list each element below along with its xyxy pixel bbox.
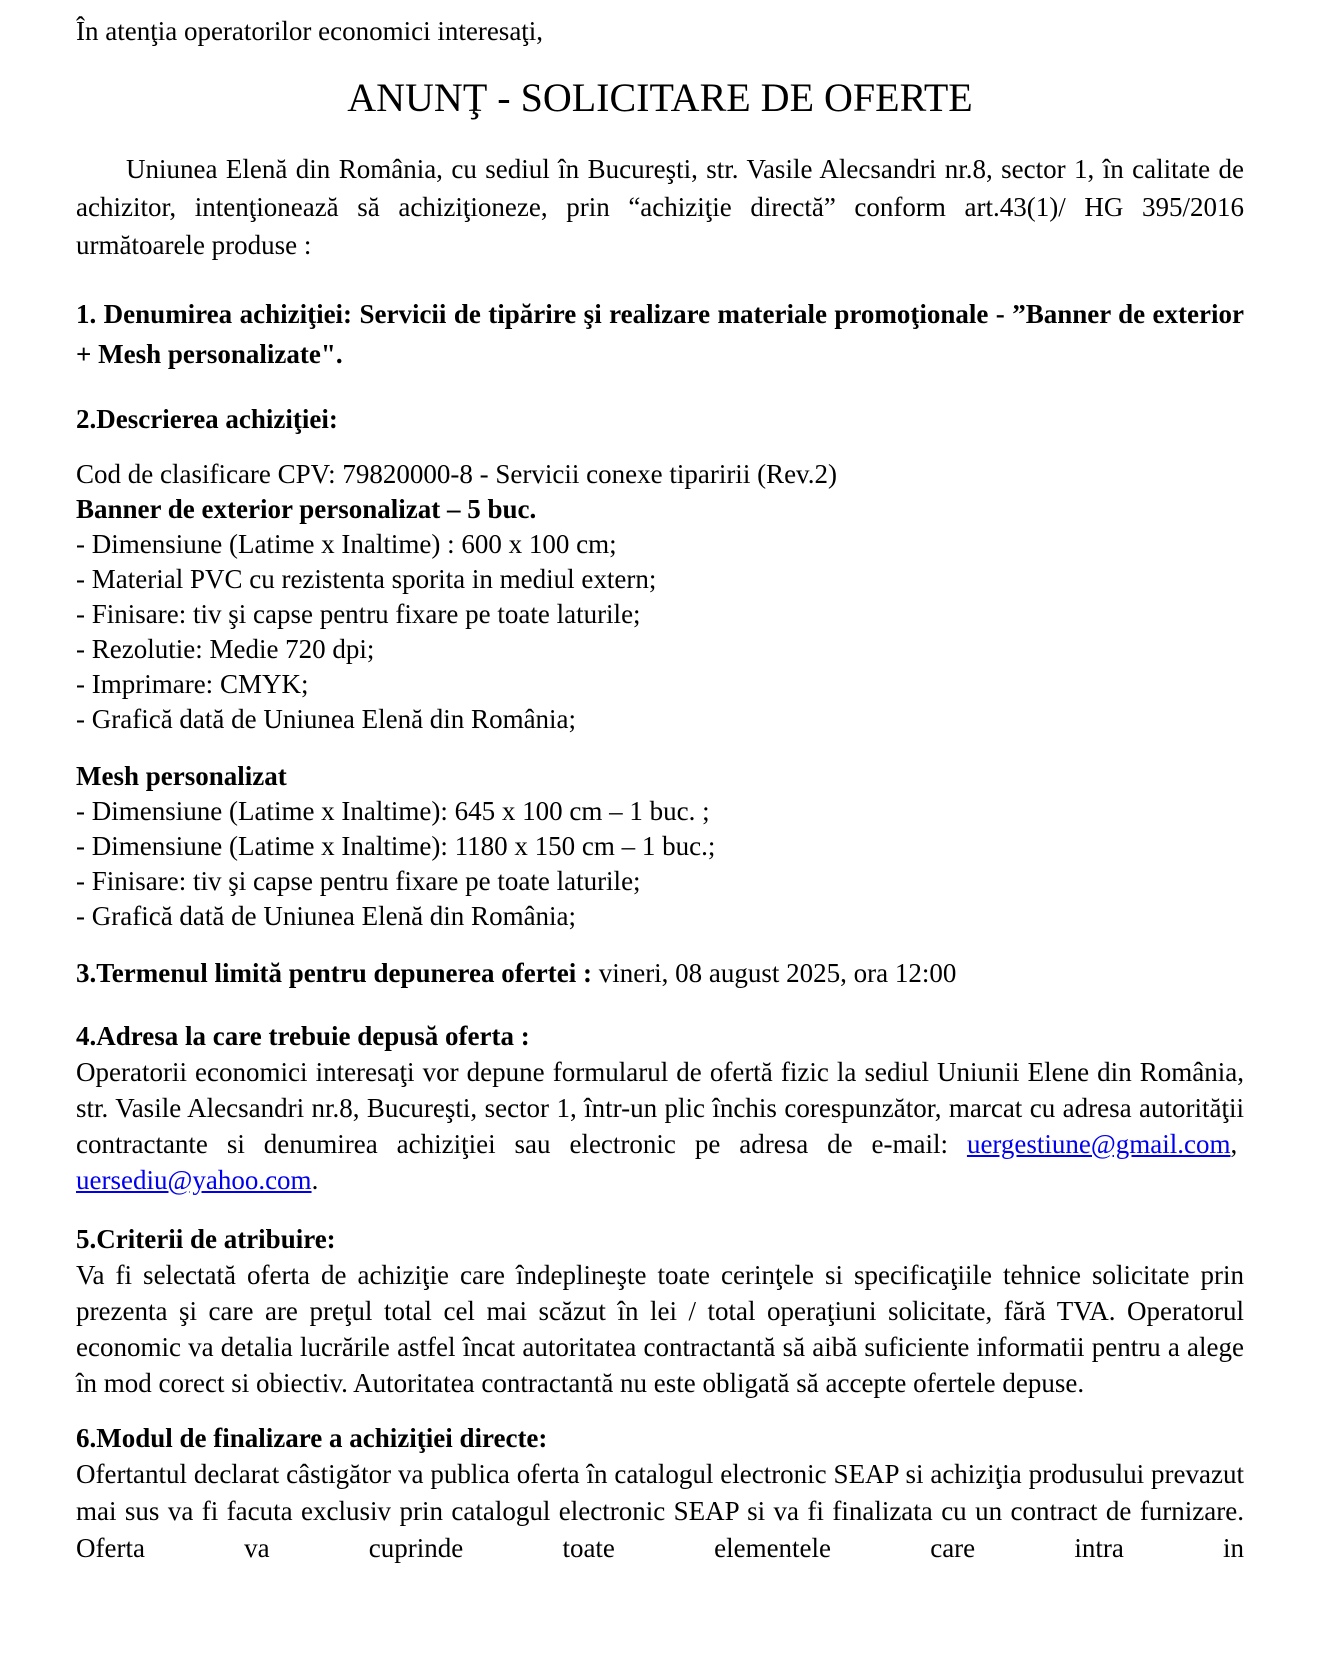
spec-line: - Dimensiune (Latime x Inaltime): 1180 x 150 cm – 1 buc.;: [76, 831, 716, 861]
spec-line: - Material PVC cu rezistenta sporita in mediul extern;: [76, 564, 657, 594]
document-title: ANUNŢ - SOLICITARE DE OFERTE: [347, 75, 973, 120]
attention-line: În atenţia operatorilor economici interesaţi,: [76, 16, 544, 46]
email-link-yahoo[interactable]: uersediu@yahoo.com: [76, 1165, 312, 1195]
mesh-product-heading: Mesh personalizat: [76, 761, 287, 791]
spec-line: - Imprimare: CMYK;: [76, 669, 309, 699]
section5-heading: 5.Criterii de atribuire:: [76, 1224, 336, 1254]
banner-spec-list: [76, 527, 1244, 737]
email-link-gmail[interactable]: uergestiune@gmail.com: [966, 1129, 1231, 1159]
intro-paragraph: Uniunea Elenă din România, cu sediul în Bucureşti, str. Vasile Alecsandri nr.8, sector 1, în calitate de achizitor, intenţionează să achiziţioneze, prin “achiziţie directă” conform art.43(1)/ HG 395/2016 următoarele produse :: [76, 154, 1244, 260]
section6-paragraph: Ofertantul declarat câstigător va publica oferta în catalogul electronic SEAP si achiziţia produsului prevazut mai sus va fi facuta exclusiv prin catalogul electronic SEAP si va fi finalizata cu un contract de furnizare. Oferta va cuprinde toate elementele care intra in: [76, 1459, 1244, 1563]
email-terminator: .: [311, 1165, 319, 1195]
section2-heading: 2.Descrierea achiziţiei:: [76, 404, 338, 434]
spec-line: - Grafică dată de Uniunea Elenă din România;: [76, 901, 577, 931]
spec-line: - Finisare: tiv şi capse pentru fixare pe toate laturile;: [76, 866, 641, 896]
section4-body-text: Operatorii economici interesaţi vor depune formularul de ofertă fizic la sediul Uniunii Elene din România, str. Vasile Alecsandri nr.8, Bucureşti, sector 1, într-un plic închis corespunzător, marcat cu adresa autorităţii contractante si denumirea achiziţiei sau electronic pe adresa de e-mail:: [76, 1057, 1244, 1159]
section4-paragraph: [76, 1054, 1244, 1198]
mesh-spec-list: [76, 794, 1244, 934]
spec-line: - Dimensiune (Latime x Inaltime) : 600 x 100 cm;: [76, 529, 617, 559]
spec-line: - Dimensiune (Latime x Inaltime): 645 x 100 cm – 1 buc. ;: [76, 796, 710, 826]
spec-line: - Rezolutie: Medie 720 dpi;: [76, 634, 375, 664]
section1-heading: 1. Denumirea achiziţiei: Servicii de tipărire şi realizare materiale promoţionale - ”Banner de exterior + Mesh personalizate".: [76, 299, 1244, 369]
banner-product-heading: Banner de exterior personalizat – 5 buc.: [76, 494, 537, 524]
section4-heading: 4.Adresa la care trebuie depusă oferta :: [76, 1021, 530, 1051]
section6-heading: 6.Modul de finalizare a achiziţiei directe:: [76, 1423, 548, 1453]
spec-line: - Grafică dată de Uniunea Elenă din România;: [76, 704, 577, 734]
cpv-classification-line: Cod de clasificare CPV: 79820000-8 - Servicii conexe tiparirii (Rev.2): [76, 459, 838, 489]
deadline-label: 3.Termenul limită pentru depunerea ofertei :: [76, 958, 592, 988]
section5-paragraph: Va fi selectată oferta de achiziţie care îndeplineşte toate cerinţele si specificaţiile tehnice solicitate prin prezenta şi care are preţul total cel mai scăzut în lei / total operaţiuni solicitate, fără TVA. Operatorul economic va detalia lucrările astfel încat autoritatea contractantă să aibă suficiente informatii pentru a alege în mod corect si obiectiv. Autoritatea contractantă nu este obligată să accepte ofertele depuse.: [76, 1260, 1244, 1398]
deadline-value: vineri, 08 august 2025, ora 12:00: [598, 958, 957, 988]
spec-line: - Finisare: tiv şi capse pentru fixare pe toate laturile;: [76, 599, 641, 629]
deadline-line: [76, 956, 1244, 991]
email-separator: ,: [1230, 1129, 1244, 1159]
